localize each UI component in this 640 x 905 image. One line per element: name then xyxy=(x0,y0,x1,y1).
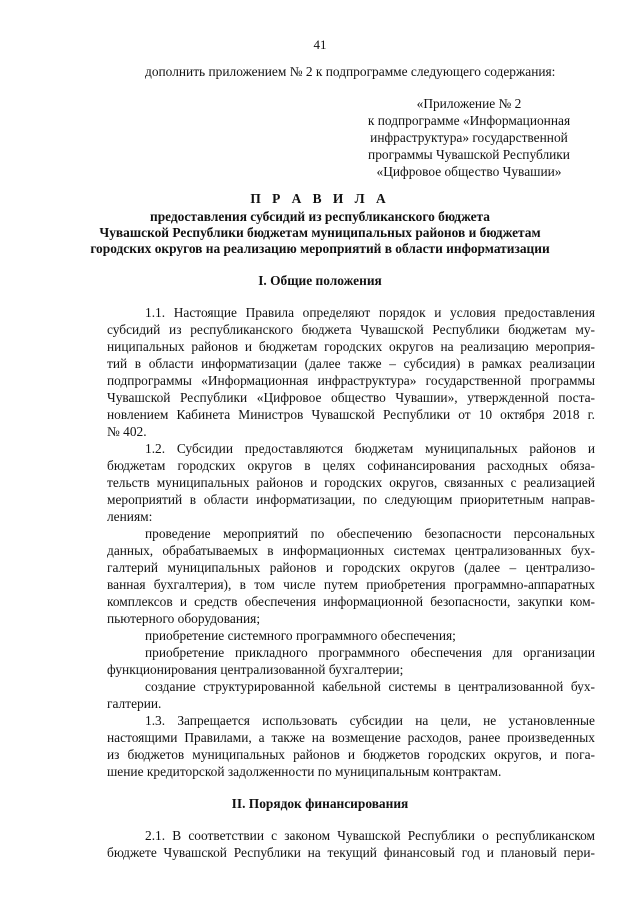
paragraph-line: 2.1. В соответствии с законом Чувашской Республики о республиканском xyxy=(145,828,595,843)
paragraph-line: из бюджетов муниципальных районов и бюджетов городских округов, и пога- xyxy=(107,747,595,762)
appendix-line: «Приложение № 2 xyxy=(416,96,522,111)
appendix-header xyxy=(340,95,598,180)
paragraph-line: пьютерного оборудования; xyxy=(107,611,261,626)
paragraph-line: приобретение системного программного обеспечения; xyxy=(145,628,456,643)
rules-subtitle-line: Чувашской Республики бюджетам муниципальных районов и бюджетам xyxy=(99,225,541,240)
rules-subtitle-line: городских округов на реализацию мероприятий в области информатизации xyxy=(90,241,550,256)
paragraph-line: 1.2. Субсидии предоставляются бюджетам муниципальных районов и xyxy=(145,441,595,456)
paragraph-line: ниципальных районов и бюджетам городских округов на реализацию мероприя- xyxy=(107,339,595,354)
appendix-line: инфраструктура» государственной xyxy=(370,130,568,145)
section1-heading: I. Общие положения xyxy=(258,273,382,288)
paragraph-line: данных, обрабатываемых в информационных системах централизованных бух- xyxy=(107,543,595,558)
paragraph-line: подпрограммы «Информационная инфраструктура» государственной программы xyxy=(107,373,595,388)
paragraph-line: 1.1. Настоящие Правила определяют порядок и условия предоставления xyxy=(145,305,595,320)
paragraph-line: настоящими Правилами, а также на возмещение расходов, ранее произведенных xyxy=(107,730,595,745)
paragraph-line: лениям: xyxy=(107,509,153,524)
paragraph-line: бюджете Чувашской Республики на текущий финансовый год и плановый пери- xyxy=(107,845,595,860)
appendix-line: к подпрограмме «Информационная xyxy=(367,113,571,128)
paragraph-line: 1.3. Запрещается использовать субсидии на цели, не установленные xyxy=(145,713,595,728)
paragraph-line: мероприятий в области информатизации, по следующим приоритетным направ- xyxy=(107,492,595,507)
paragraph-line: шение кредиторской задолженности по муниципальным контрактам. xyxy=(107,764,502,779)
page-number: 41 xyxy=(313,37,327,52)
paragraph-line: № 402. xyxy=(107,424,147,439)
paragraph-line: ванная бухгалтерия), в том числе путем приобретения программно-аппаратных xyxy=(107,577,595,592)
paragraph-line: Чувашской Республики «Цифровое общество Чувашии», утвержденной поста- xyxy=(107,390,595,405)
paragraph-line: функционирования централизованной бухгалтерии; xyxy=(107,662,404,677)
appendix-line: «Цифровое общество Чувашии» xyxy=(376,164,562,179)
rules-subtitle-line: предоставления субсидий из республиканского бюджета xyxy=(149,209,490,224)
paragraph-line: тельств муниципальных районов и городских округов, связанных с реализацией xyxy=(107,475,595,490)
appendix-line: программы Чувашской Республики xyxy=(368,147,570,162)
paragraph-line: субсидий из республиканского бюджета Чувашской Республики бюджетам му- xyxy=(107,322,595,337)
intro-text: дополнить приложением № 2 к подпрограмме следующего содержания: xyxy=(145,64,556,79)
paragraph-line: создание структурированной кабельной системы в централизованной бух- xyxy=(145,679,595,694)
paragraph-line: новлением Кабинета Министров Чувашской Республики от 10 октября 2018 г. xyxy=(107,407,595,422)
paragraph-line: комплексов и средств обеспечения информационной безопасности, закупки ком- xyxy=(107,594,595,609)
paragraph-line: тий в области информатизации (далее также – субсидия) в рамках реализации xyxy=(107,356,595,371)
paragraph-line: приобретение прикладного программного обеспечения для организации xyxy=(145,645,595,660)
paragraph-line: галтерий муниципальных районов и городских округов (далее – централизо- xyxy=(107,560,595,575)
paragraph-line: проведение мероприятий по обеспечению безопасности персональных xyxy=(145,526,595,541)
paragraph-line: бюджетам городских округов в целях софинансирования расходных обяза- xyxy=(107,458,595,473)
rules-title: П Р А В И Л А xyxy=(250,191,390,206)
paragraph-line: галтерии. xyxy=(107,696,162,711)
section2-heading: II. Порядок финансирования xyxy=(231,796,409,811)
